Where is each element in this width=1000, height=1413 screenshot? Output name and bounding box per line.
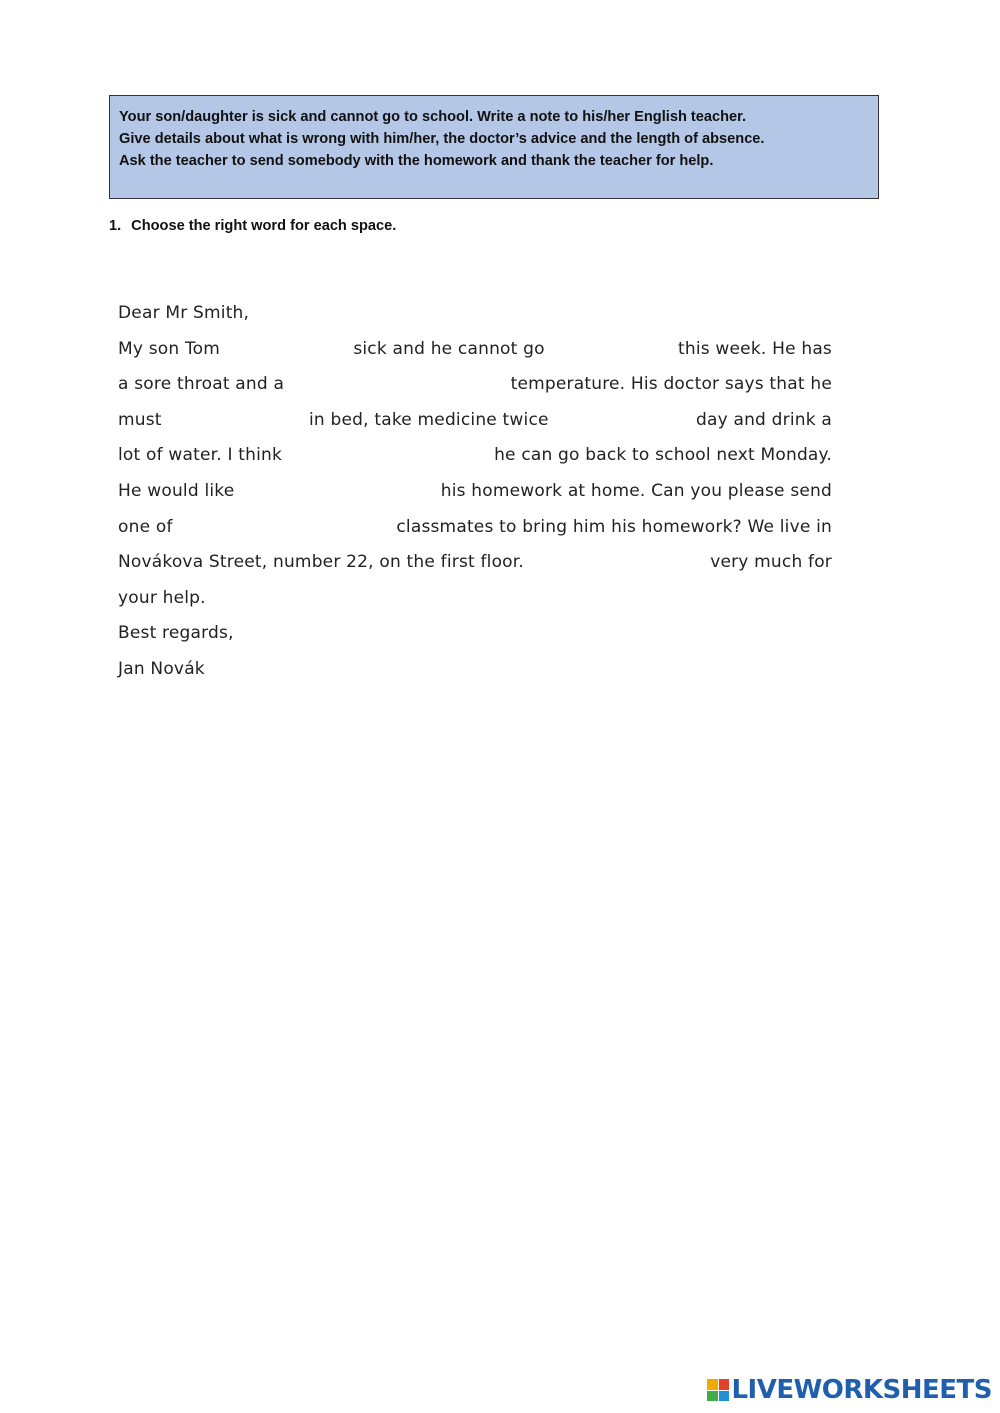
letter-line-5	[118, 474, 832, 510]
logo-square	[719, 1379, 730, 1390]
letter-line-3	[118, 403, 832, 439]
logo-square	[719, 1391, 730, 1402]
letter-closing	[118, 616, 832, 652]
task-line-1: Your son/daughter is sick and cannot go to school. Write a note to his/her English teacher.	[119, 109, 747, 125]
text-segment: in bed, take medicine twice	[308, 409, 549, 430]
text-segment: he can go back to school next Monday.	[494, 445, 832, 466]
text-segment: your help.	[118, 587, 206, 608]
letter-line-6	[118, 510, 832, 546]
letter-line-1	[118, 332, 832, 368]
letter-line-8	[118, 581, 832, 617]
exercise-instruction	[109, 218, 396, 234]
text-segment: My son Tom	[118, 338, 221, 359]
task-line-3: Ask the teacher to send somebody with the homework and thank the teacher for help.	[119, 153, 714, 169]
signature-text: Jan Novák	[118, 658, 205, 679]
text-segment: his homework at home. Can you please send	[440, 480, 832, 501]
liveworksheets-logo	[707, 1375, 992, 1405]
logo-square	[707, 1391, 718, 1402]
text-segment: classmates to bring him his homework? We live in	[396, 516, 832, 537]
text-segment: a sore throat and a	[118, 374, 285, 395]
text-segment: one of	[118, 516, 173, 537]
text-segment: day and drink a	[695, 409, 832, 430]
text-segment: must	[118, 409, 162, 430]
task-line-2: Give details about what is wrong with him/her, the doctor’s advice and the length of absence.	[119, 131, 765, 147]
logo-icon	[707, 1379, 729, 1401]
task-instructions-box	[109, 95, 879, 199]
greeting-text: Dear Mr Smith,	[118, 303, 250, 323]
letter-line-2	[118, 367, 832, 403]
exercise-number: 1.	[109, 218, 122, 234]
text-segment: lot of water. I think	[118, 445, 283, 466]
letter-body	[118, 296, 832, 688]
letter-signature	[118, 652, 832, 688]
letter-line-7	[118, 545, 832, 581]
text-segment: very much for	[710, 552, 832, 573]
exercise-instruction-text: Choose the right word for each space.	[131, 218, 397, 234]
text-segment: Novákova Street, number 22, on the first floor.	[118, 552, 525, 573]
text-segment: He would like	[118, 480, 235, 501]
text-segment: this week. He has	[678, 338, 832, 359]
text-segment: sick and he cannot go	[353, 338, 545, 359]
logo-square	[707, 1379, 718, 1390]
letter-line-4	[118, 438, 832, 474]
closing-text: Best regards,	[118, 623, 234, 644]
logo-text: LIVEWORKSHEETS	[731, 1375, 992, 1405]
letter-greeting	[118, 296, 832, 332]
text-segment: temperature. His doctor says that he	[510, 374, 832, 395]
